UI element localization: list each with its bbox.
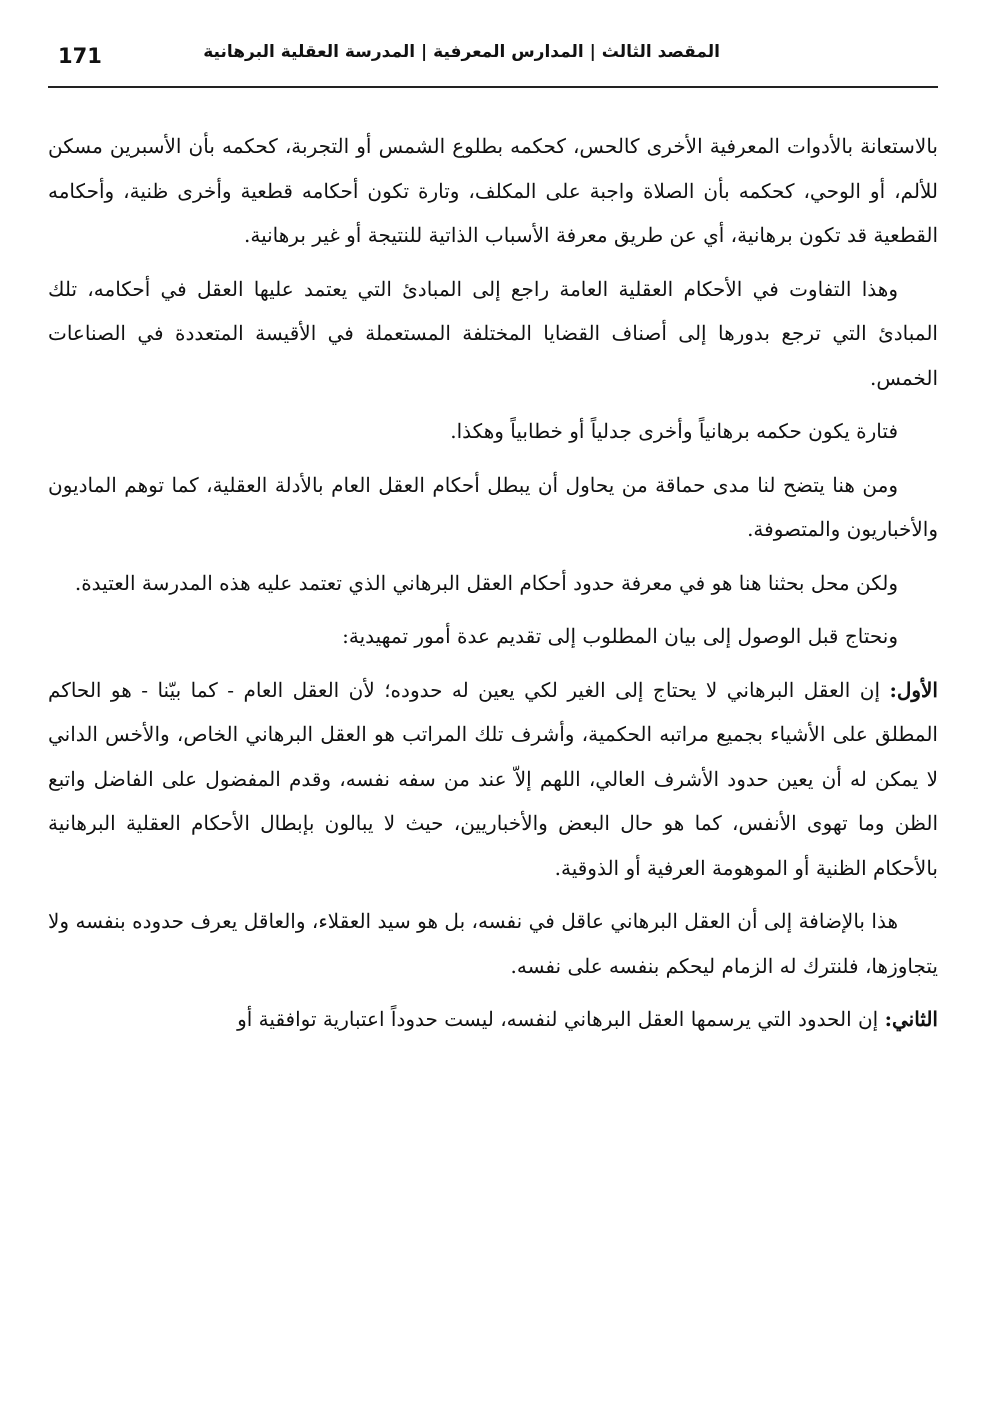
paragraph-1: بالاستعانة بالأدوات المعرفية الأخرى كالحس، كحكمه بطلوع الشمس أو التجربة، كحكمه بأن الأسبرين مسكن للألم، أو الوحي، كحكمه بأن الصلاة واجبة على المكلف، وتارة تكون أحكامه قطعية وأخرى ظنية، وأحكامه القطعية قد تكون برهانية، أي عن طريق معرفة الأسباب الذاتية للنتيجة أو غير برهانية.	[48, 134, 938, 247]
paragraph-5: ولكن محل بحثنا هنا هو في معرفة حدود أحكام العقل البرهاني الذي تعتمد عليه هذه المدرسة العتيدة.	[74, 570, 898, 595]
paragraph-lead-second: الثاني:	[884, 1007, 938, 1031]
page-header	[48, 40, 938, 86]
paragraph-4: ومن هنا يتضح لنا مدى حماقة من يحاول أن يبطل أحكام العقل العام بالأدلة العقلية، كما توهم الماديون والأخباريون والمتصوفة.	[48, 472, 938, 541]
header-rule	[48, 86, 938, 88]
paragraph-lead-first: الأول:	[889, 677, 938, 702]
body-text	[48, 124, 938, 1051]
paragraph-6: ونحتاج قبل الوصول إلى بيان المطلوب إلى تقديم عدة أمور تمهيدية:	[342, 624, 898, 648]
running-title: المقصد الثالث | المدارس المعرفية | المدرسة العقلية البرهانية	[203, 42, 720, 62]
paragraph-8: هذا بالإضافة إلى أن العقل البرهاني عاقل في نفسه، بل هو سيد العقلاء، والعاقل يعرف حدوده بنفسه ولا يتجاوزها، فلنترك له الزمام ليحكم بنفسه على نفسه.	[48, 909, 938, 978]
page-number: 171	[58, 44, 102, 68]
paragraph-3: فتارة يكون حكمه برهانياً وأخرى جدلياً أو خطابياً وهكذا.	[450, 419, 898, 443]
paragraph-2: وهذا التفاوت في الأحكام العقلية العامة راجع إلى المبادئ التي يعتمد عليها العقل في أحكامه، تلك المبادئ التي ترجع بدورها إلى أصناف القضايا المختلفة المستعملة في الأقيسة المتعددة في الصناعات الخمس.	[48, 276, 938, 390]
paragraph-9: الثاني: إن الحدود التي يرسمها العقل البرهاني لنفسه، ليست حدوداً اعتبارية توافقية أو	[237, 1007, 938, 1031]
paragraph-7: الأول: إن العقل البرهاني لا يحتاج إلى الغير لكي يعين له حدوده؛ لأن العقل العام - كما بيّنا - هو الحاكم المطلق على الأشياء بجميع مراتبه الحكمية، وأشرف تلك المراتب هو العقل البرهاني الخاص، والأخس الداني لا يمكن له أن يعين حدود الأشرف العالي، اللهم إلاّ عند من سفه نفسه، وقدم المفضول على الفاضل واتبع الظن وما تهوى الأنفس، كما هو حال البعض والأخباريين، حيث لا يبالون بإبطال الأحكام العقلية البرهانية بالأحكام الظنية أو الموهومة العرفية أو الذوقية.	[48, 677, 938, 880]
